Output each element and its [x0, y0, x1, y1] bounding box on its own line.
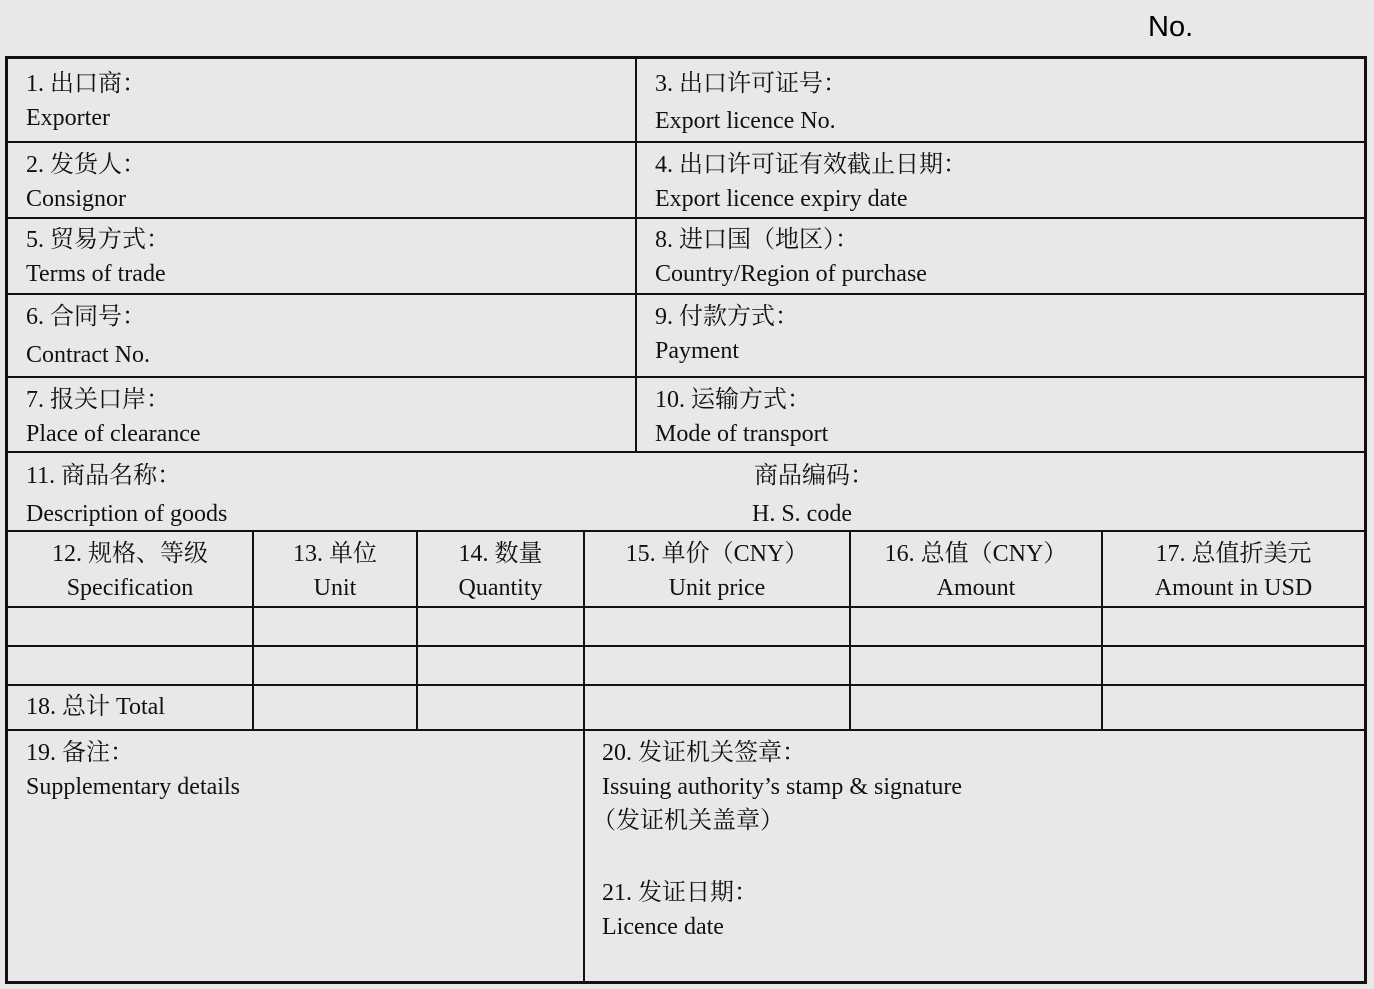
field-clearance-zh: 7. 报关口岸： — [26, 387, 170, 413]
field-licence-no — [655, 67, 847, 138]
field-remarks — [26, 736, 240, 804]
field-country-en: Country/Region of purchase — [655, 261, 927, 287]
field-terms-zh: 5. 贸易方式： — [26, 227, 170, 253]
divider — [8, 729, 1364, 731]
column-header-zh: 17. 总值折美元 — [1155, 541, 1312, 567]
field-total-label: 18. 总计 Total — [26, 694, 165, 720]
field-expiry — [655, 148, 967, 216]
document-number-label: No. — [1148, 11, 1194, 43]
field-expiry-zh: 4. 出口许可证有效截止日期： — [655, 152, 967, 178]
field-stamp-zh: 20. 发证机关签章： — [602, 740, 806, 766]
field-consignor-en: Consignor — [26, 186, 127, 212]
field-stamp-en: Issuing authority’s stamp & signature — [602, 774, 962, 800]
column-header-quantity — [418, 537, 583, 605]
divider — [8, 684, 1364, 686]
field-terms-en: Terms of trade — [26, 261, 166, 287]
field-transport — [655, 383, 828, 451]
field-hs-code — [752, 459, 874, 531]
field-goods-zh: 11. 商品名称： — [26, 463, 182, 489]
field-consignor — [26, 148, 146, 216]
field-expiry-en: Export licence expiry date — [655, 186, 908, 212]
divider — [8, 376, 1364, 378]
field-payment-zh: 9. 付款方式： — [655, 304, 799, 330]
field-exporter-en: Exporter — [26, 105, 110, 131]
field-payment-en: Payment — [655, 338, 739, 364]
divider — [8, 645, 1364, 647]
column-header-amount — [851, 537, 1101, 605]
column-header-en: Unit — [313, 575, 357, 601]
column-header-zh: 14. 数量 — [458, 541, 543, 567]
licence-form — [5, 56, 1367, 984]
field-hs-code-en: H. S. code — [752, 501, 852, 527]
column-header-unit — [254, 537, 416, 605]
field-consignor-zh: 2. 发货人： — [26, 152, 146, 178]
field-exporter-zh: 1. 出口商： — [26, 71, 146, 97]
divider — [635, 59, 637, 452]
column-header-en: Amount in USD — [1154, 575, 1313, 601]
field-country-zh: 8. 进口国（地区）： — [655, 227, 859, 253]
field-country — [655, 223, 927, 291]
divider — [8, 451, 1364, 453]
field-contract-zh: 6. 合同号： — [26, 304, 146, 330]
column-header-en: Unit price — [668, 575, 766, 601]
field-transport-zh: 10. 运输方式： — [655, 387, 811, 413]
column-header-zh: 12. 规格、等级 — [52, 541, 208, 567]
column-header-en: Specification — [66, 575, 194, 601]
column-header-amount-usd — [1103, 537, 1364, 605]
field-stamp — [592, 736, 962, 838]
field-licence-date — [602, 876, 758, 944]
column-header-zh: 16. 总值（CNY） — [884, 541, 1068, 567]
field-exporter — [26, 67, 146, 135]
field-licence-no-en: Export licence No. — [655, 108, 836, 134]
column-header-unit-price — [585, 537, 849, 605]
field-transport-en: Mode of transport — [655, 421, 829, 447]
field-clearance — [26, 383, 201, 451]
divider — [8, 217, 1364, 219]
column-header-en: Quantity — [458, 575, 543, 601]
field-terms — [26, 223, 170, 291]
field-hs-code-zh: 商品编码： — [754, 463, 874, 489]
field-licence-date-zh: 21. 发证日期： — [602, 880, 758, 906]
field-goods-en: Description of goods — [26, 501, 228, 527]
field-goods — [26, 459, 227, 531]
field-payment — [655, 300, 799, 368]
column-header-specification — [8, 537, 252, 605]
field-stamp-note: （发证机关盖章） — [592, 808, 784, 834]
field-clearance-en: Place of clearance — [26, 421, 201, 447]
divider — [8, 606, 1364, 608]
field-contract — [26, 300, 150, 372]
field-contract-en: Contract No. — [26, 342, 150, 368]
column-header-zh: 15. 单价（CNY） — [625, 541, 809, 567]
field-total — [26, 690, 165, 724]
field-licence-date-en: Licence date — [602, 914, 724, 940]
divider — [8, 141, 1364, 143]
column-header-zh: 13. 单位 — [293, 541, 377, 567]
field-remarks-zh: 19. 备注： — [26, 740, 134, 766]
divider — [8, 293, 1364, 295]
field-licence-no-zh: 3. 出口许可证号： — [655, 71, 847, 97]
field-remarks-en: Supplementary details — [26, 774, 240, 800]
column-header-en: Amount — [936, 575, 1016, 601]
